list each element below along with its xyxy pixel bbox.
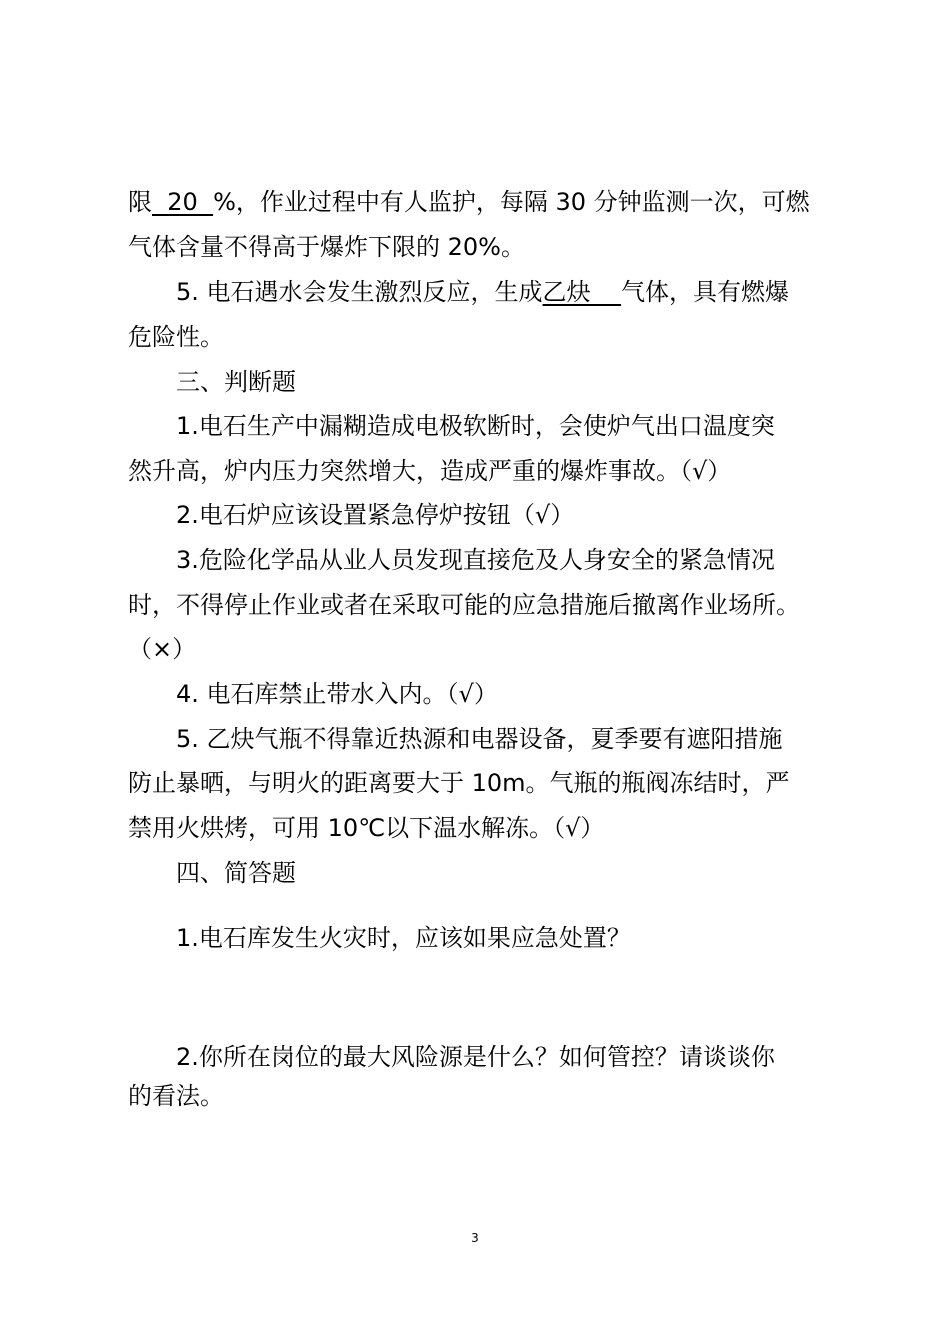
fill-in-blank-answer: 乙炔 bbox=[542, 278, 622, 306]
true-false-item-4: 4. 电石库禁止带水入内。（√） bbox=[176, 680, 498, 708]
fill-in-q5-line1: 5. 电石遇水会发生激烈反应，生成乙炔 气体，具有燃爆 bbox=[176, 278, 790, 306]
section-heading-short-answer: 四、简答题 bbox=[176, 859, 296, 887]
true-false-item-3-line3: （×） bbox=[128, 635, 197, 663]
true-false-item-5-line3: 禁用火烘烤，可用 10℃以下温水解冻。（√） bbox=[128, 814, 605, 842]
short-answer-item-1: 1.电石库发生火灾时，应该如果应急处置？ bbox=[176, 924, 631, 952]
true-false-item-1-line1: 1.电石生产中漏糊造成电极软断时，会使炉气出口温度突 bbox=[176, 412, 775, 440]
true-false-item-2: 2.电石炉应该设置紧急停炉按钮（√） bbox=[176, 501, 575, 529]
true-false-item-3-line1: 3.危险化学品从业人员发现直接危及人身安全的紧急情况 bbox=[176, 546, 775, 574]
true-false-item-1-line2: 然升高，炉内压力突然增大，造成严重的爆炸事故。（√） bbox=[128, 457, 732, 485]
true-false-item-5-line1: 5. 乙炔气瓶不得靠近热源和电器设备，夏季要有遮阳措施 bbox=[176, 725, 783, 753]
section-heading-true-false: 三、判断题 bbox=[176, 368, 296, 396]
fill-in-q4-line1: 限 20 %，作业过程中有人监护，每隔 30 分钟监测一次，可燃 bbox=[128, 188, 810, 216]
short-answer-item-2-line1: 2.你所在岗位的最大风险源是什么？如何管控？请谈谈你 bbox=[176, 1043, 775, 1071]
page-number: 3 bbox=[471, 1231, 479, 1245]
fill-in-q4-line2: 气体含量不得高于爆炸下限的 20%。 bbox=[128, 233, 525, 261]
fill-in-q5-line2: 危险性。 bbox=[128, 323, 224, 351]
short-answer-item-2-line2: 的看法。 bbox=[128, 1082, 224, 1110]
fill-in-blank-answer: 20 bbox=[152, 188, 214, 216]
true-false-item-5-line2: 防止暴晒，与明火的距离要大于 10m。气瓶的瓶阀冻结时，严 bbox=[128, 769, 790, 797]
true-false-item-3-line2: 时，不得停止作业或者在采取可能的应急措施后撤离作业场所。 bbox=[128, 591, 800, 619]
